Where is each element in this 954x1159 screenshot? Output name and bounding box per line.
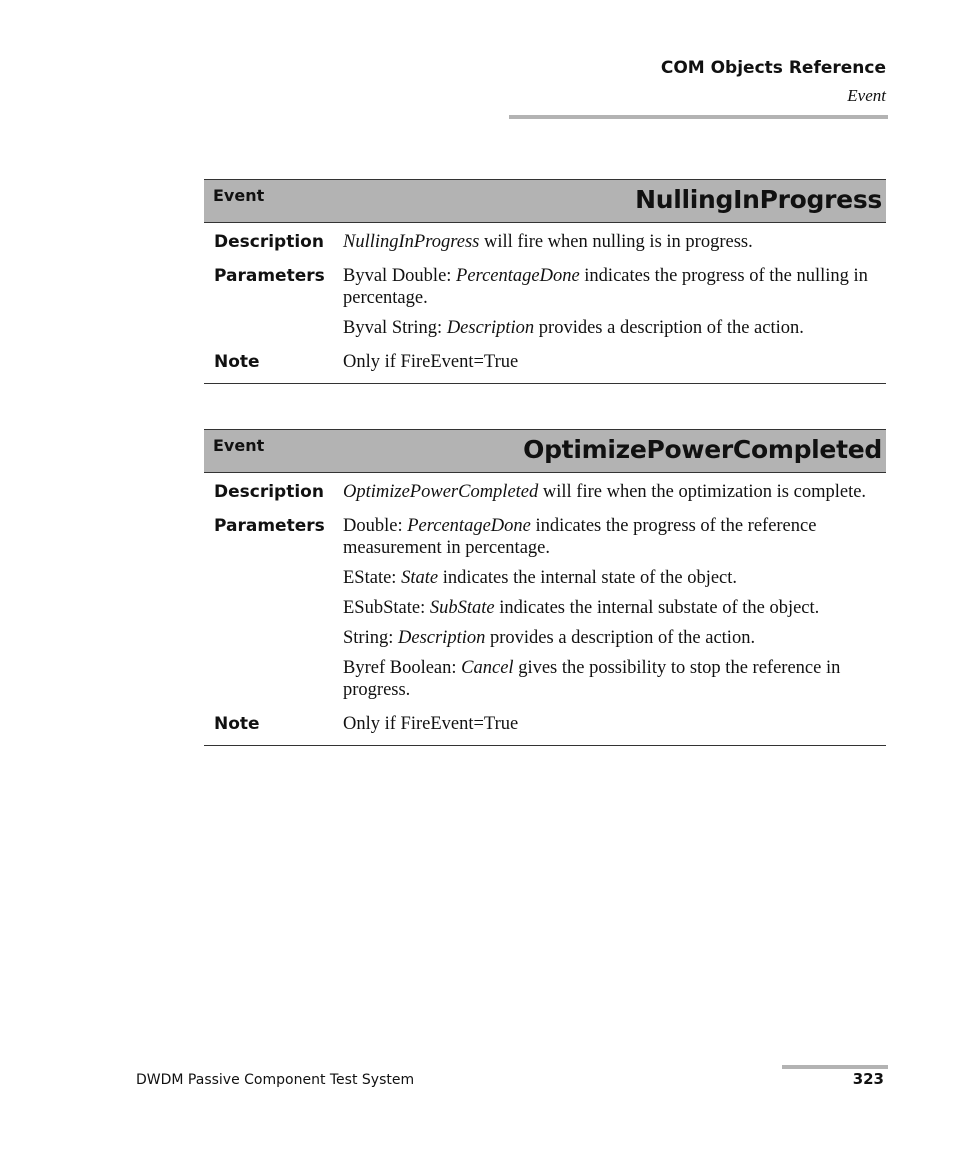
parameters-text: [343, 515, 886, 705]
parameters-label: Parameters: [214, 516, 325, 536]
note-text: [343, 713, 886, 739]
event-header-bar: [204, 429, 886, 473]
page-number: 323: [852, 1070, 884, 1088]
note-paragraph: Only if FireEvent=True: [343, 714, 519, 734]
note-row: [204, 713, 886, 739]
parameter-item: String: Description provides a description of the action.: [343, 628, 756, 648]
section-subtitle: Event: [847, 86, 886, 105]
chapter-title: COM Objects Reference: [660, 58, 886, 78]
parameter-item: EState: State indicates the internal state of the object.: [343, 568, 738, 588]
description-row: [204, 481, 886, 507]
parameter-item: ESubState: SubState indicates the internal substate of the object.: [343, 598, 820, 618]
parameter-item: Byref Boolean: Cancel gives the possibility to stop the reference in progress.: [343, 658, 841, 700]
parameter-item: Double: PercentageDone indicates the progress of the reference measurement in percentage.: [343, 516, 817, 558]
parameters-row: [204, 265, 886, 343]
note-paragraph: Only if FireEvent=True: [343, 352, 519, 372]
header-rule: [509, 115, 888, 119]
event-header-bar: [204, 179, 886, 223]
parameters-text: [343, 265, 886, 343]
description-label: Description: [214, 232, 324, 252]
description-paragraph: OptimizePowerCompleted will fire when the optimization is complete.: [343, 482, 867, 502]
note-label: Note: [214, 714, 260, 734]
event-name: NullingInProgress: [635, 185, 882, 214]
note-text: [343, 351, 886, 377]
description-paragraph: NullingInProgress will fire when nulling is in progress.: [343, 232, 753, 252]
event-block-nulling-in-progress: [204, 179, 886, 384]
description-label: Description: [214, 482, 324, 502]
event-keyword: Event: [213, 436, 265, 455]
description-text: [343, 481, 886, 507]
event-details: [204, 231, 886, 384]
event-name: OptimizePowerCompleted: [523, 435, 882, 464]
parameter-item: Byval Double: PercentageDone indicates the progress of the nulling in percentage.: [343, 266, 868, 308]
event-keyword: Event: [213, 186, 265, 205]
footer-rule: [782, 1065, 888, 1069]
description-row: [204, 231, 886, 257]
event-block-optimize-power-completed: [204, 429, 886, 746]
note-label: Note: [214, 352, 260, 372]
parameters-label: Parameters: [214, 266, 325, 286]
description-text: [343, 231, 886, 257]
parameter-item: Byval String: Description provides a description of the action.: [343, 318, 804, 338]
note-row: [204, 351, 886, 377]
parameters-row: [204, 515, 886, 705]
event-details: [204, 481, 886, 746]
running-header: [661, 58, 886, 106]
footer-document-title: DWDM Passive Component Test System: [136, 1072, 415, 1088]
